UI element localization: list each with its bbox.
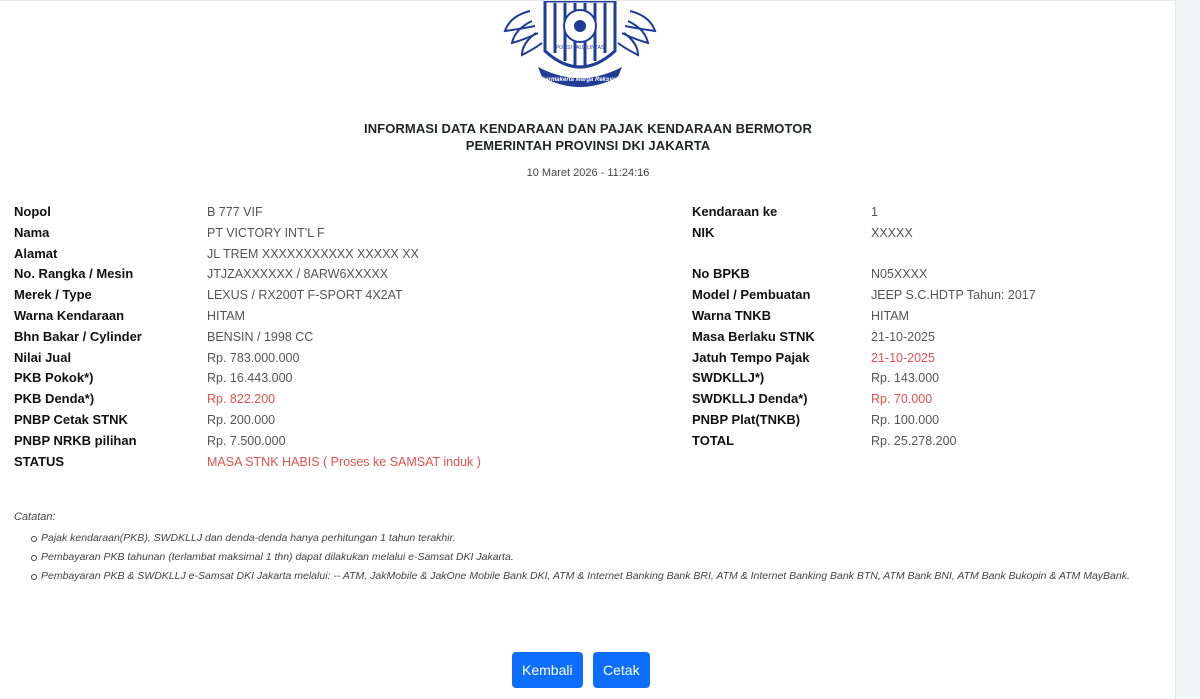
info-value: 1 <box>871 205 878 219</box>
logo-top-text: POLISI LALU LINTAS <box>555 45 605 51</box>
info-label: Alamat <box>14 245 58 261</box>
info-label: Merek / Type <box>14 287 92 303</box>
info-value: HITAM <box>871 309 909 323</box>
info-value: JL TREM XXXXXXXXXXX XXXXX XX <box>207 246 419 261</box>
info-label: Nilai Jual <box>14 349 72 365</box>
info-value: Rp. 7.500.000 <box>207 433 286 448</box>
info-label: Kendaraan ke <box>692 204 778 219</box>
info-label: Bhn Bakar / Cylinder <box>14 328 142 344</box>
police-emblem-logo <box>500 0 660 101</box>
info-value: N05XXXX <box>871 267 928 282</box>
info-label: SWDKLLJ Denda*) <box>692 391 808 407</box>
print-button[interactable]: Cetak <box>593 652 650 688</box>
info-label: Model / Pembuatan <box>692 287 811 303</box>
info-value: Rp. 822.200 <box>207 392 276 407</box>
info-label: No BPKB <box>692 266 750 282</box>
notes-list <box>14 529 1164 586</box>
info-value: Rp. 783.000.000 <box>207 350 300 365</box>
info-label: PKB Pokok*) <box>14 370 94 386</box>
info-value: MASA STNK HABIS ( Proses ke SAMSAT induk ) <box>207 454 481 469</box>
info-value: 21-10-2025 <box>871 350 935 365</box>
info-value: LEXUS / RX200T F-SPORT 4X2AT <box>207 288 403 303</box>
info-value: Rp. 25.278.200 <box>871 433 957 448</box>
info-value: PT VICTORY INT'L F <box>207 225 325 240</box>
info-value: BENSIN / 1998 CC <box>207 329 314 344</box>
info-label: Nopol <box>14 204 51 219</box>
info-value: XXXXX <box>871 225 913 240</box>
page-title-line2: PEMERINTAH PROVINSI DKI JAKARTA <box>465 138 711 153</box>
info-label: PNBP Cetak STNK <box>14 412 128 427</box>
note-item: Pembayaran PKB & SWDKLLJ e-Samsat DKI Jakarta melalui: -- ATM, JakMobile & JakOne Mobile Bank DKI, ATM & Internet Banking Bank BRI, ATM & Internet Banking Bank BTN, ATM Bank BNI, ATM Bank Bukopin & ATM MayBank. <box>14 567 1164 586</box>
info-value: B 777 VIF <box>207 205 263 219</box>
back-button[interactable]: Kembali <box>512 652 583 688</box>
info-label: PNBP Plat(TNKB) <box>692 412 801 427</box>
info-label: Warna Kendaraan <box>14 308 125 323</box>
page-title-line1: INFORMASI DATA KENDARAAN DAN PAJAK KENDARAAN BERMOTOR <box>363 121 813 136</box>
info-label: Jatuh Tempo Pajak <box>692 349 810 365</box>
info-value: Rp. 16.443.000 <box>207 371 293 386</box>
info-value: JTJZAXXXXXX / 8ARW6XXXXX <box>207 267 389 282</box>
logo-motto: Dharmakerta Marga Reksyaka <box>537 77 623 83</box>
info-value: Rp. 70.000 <box>871 392 933 407</box>
note-item: Pajak kendaraan(PKB), SWDKLLJ dan denda-denda hanya perhitungan 1 tahun terakhir. <box>14 529 1164 548</box>
note-item: Pembayaran PKB tahunan (terlambat maksimal 1 thn) dapat dilakukan melalui e-Samsat DKI Jakarta. <box>14 548 1164 567</box>
notes-title: Catatan: <box>14 511 56 523</box>
info-label: Nama <box>14 224 50 240</box>
report-datetime: 10 Maret 2026 - 11:24:16 <box>526 167 650 179</box>
info-label: SWDKLLJ*) <box>692 370 765 386</box>
info-value: JEEP S.C.HDTP Tahun: 2017 <box>871 288 1036 303</box>
info-label: PKB Denda*) <box>14 391 95 407</box>
info-value: Rp. 200.000 <box>207 413 276 427</box>
info-label: NIK <box>692 224 715 240</box>
info-value: Rp. 100.000 <box>871 413 940 427</box>
info-label: STATUS <box>14 453 65 469</box>
info-label: Warna TNKB <box>692 308 771 323</box>
info-value: Rp. 143.000 <box>871 371 940 386</box>
info-value: HITAM <box>207 309 245 323</box>
info-label: PNBP NRKB pilihan <box>14 432 137 448</box>
info-label: No. Rangka / Mesin <box>14 266 134 282</box>
info-label: Masa Berlaku STNK <box>692 328 815 344</box>
info-value: 21-10-2025 <box>871 329 935 344</box>
info-label: TOTAL <box>692 432 735 448</box>
